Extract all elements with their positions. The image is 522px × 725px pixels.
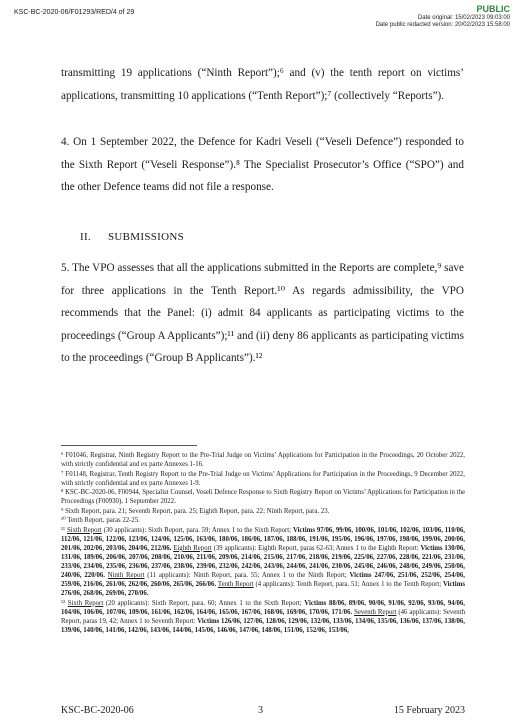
footnote-text: (4 applicants): Tenth Report, para. 51; Annex 1 to the Tenth Report; [253,581,443,589]
classification-label: PUBLIC [476,4,510,14]
report-name: Sixth Report [67,599,104,607]
header-stamp [376,4,510,29]
footnote-12 [61,599,465,635]
footnote-10: ¹⁰ Tenth Report, paras 22-25. [61,517,140,525]
document-reference: KSC-BC-2020-06/F01293/RED/4 of 29 [14,9,135,16]
report-name: Tenth Report [217,581,254,589]
paragraph-text: 5. The VPO assesses that all the applications submitted in the Reports are complete,⁹ save for three applications in the Tenth Report.¹⁰ As regards admissibility, the VPO recommends that the Panel: (i) admit 84 applicants as participating victims to the proceedings (“Group A Applicants”);¹¹ and (ii) deny 86 applicants as participating victims to the proceedings (“Group B Applicants”).¹² [61,262,464,364]
footnote-text: (46 applicants): Seventh Report, paras 19, 42; Annex 1 to Seventh Report: [61,608,465,626]
footnotes [61,451,465,636]
footnote-6: ⁶ F01046, Registrar, Ninth Registry Report to the Pre-Trial Judge on Victims’ Applications for Participation in the Proceedings, 20 October 2022, with strictly confidential and ex parte Annexes 1-16. [61,452,465,469]
paragraph-4 [61,131,464,199]
section-number: II. [80,231,91,243]
victim-list: Victims 88/06, 89/06, 90/06, 91/06, 92/06, 93/06, 94/06, 104/06, 106/06, 107/06, 109/06, 161/06, 162/06, 164/06, 165/06, 167/06, 168/06, 169/06, 170/06, 171/06. [61,599,466,616]
footnote-text: (39 applicants): Eighth Report, paras 62-63; Annex 1 to the Eighth Report: [211,544,421,552]
footnote-text: (20 applicants): Sixth Report, para. 60; Annex 1 to the Sixth Report; [103,599,305,607]
footnote-number: ¹¹ [61,526,67,534]
date-redacted: Date public redacted version: 20/02/2023 15:58:00 [375,22,510,28]
paragraph-text: transmitting 19 applications (“Ninth Report”);⁶ and (v) the tenth report on victims’ applications, transmitting 10 applications (“Tenth Report”);⁷ (collectively “Reports”). [61,67,464,102]
footnote-text: (11 applicants): Ninth Report, para. 55; Annex 1 to the Ninth Report; [144,572,350,580]
footnote-text: (30 applicants): Sixth Report, para. 59; Annex 1 to the Sixth Report; [101,526,293,534]
victim-list: Victims 97/06, 99/06, 100/06, 101/06, 102/06, 103/06, 110/06, 112/06, 121/06, 122/06, 123/06, 124/06, 125/06, 163/06, 180/06, 186/06, 187/06, 188/06, 191/06, 195/06, 196/06, 197/06, 198/06, 199/06, 200/06, 201/06, 202/06, 203/06, 204/06, 212/06. [61,526,465,552]
page-number: 3 [258,705,263,716]
paragraph-5 [61,257,464,370]
footer-case-number: KSC-BC-2020-06 [61,705,134,716]
date-original: Date original: 15/02/2023 09:03:00 [417,15,510,21]
section-heading [80,231,184,243]
footer-date: 15 February 2023 [393,705,465,716]
victim-list: Victims 130/06, 131/06, 189/06, 206/06, 207/06, 208/06, 210/06, 211/06, 209/06, 214/06, 215/06, 217/06, 218/06, 219/06, 225/06, 227/06, 228/06, 221/06, 231/06, 233/06, 234/06, 235/06, 236/06, 237/06, 238/06, 239/06, 232/06, 242/06, 243/06, 244/06, 241/06, 230/06, 245/06, 246/06, 248/06, 249/06, 250/06, 240/06, 220/06. [61,544,465,580]
footnote-11 [61,526,465,599]
victim-list: Victims 276/06, 268/06, 269/06, 270/06. [61,581,466,598]
report-name: Seventh Report [354,608,397,616]
footnote-9: ⁹ Sixth Report, para. 21; Seventh Report, para. 25; Eighth Report, para. 22; Ninth Report, para. 23. [61,507,330,515]
report-name: Ninth Report [107,572,145,580]
footnote-7: ⁷ F01148, Registrar, Tenth Registry Report to the Pre-Trial Judge on Victims’ Applications for Participation in the Proceedings, 9 December 2022, with strictly confidential and ex parte Annexes 1-9. [61,470,465,487]
victim-list: Victims 247/06, 251/06, 252/06, 254/06, 259/06, 216/06, 261/06, 262/06, 260/06, 265/06, 266/06. [61,572,465,589]
footnote-8: ⁸ KSC-BC-2020-06, F00944, Specialist Counsel, Veseli Defence Response to Sixth Registry Report on Victims’ Applications for Participation in the Proceedings (F00930), 1 September 2022. [61,489,465,506]
report-name: Eighth Report [173,544,212,552]
report-name: Sixth Report [66,526,102,534]
paragraph-text: 4. On 1 September 2022, the Defence for Kadri Veseli (“Veseli Defence”) responded to the Sixth Report (“Veseli Response”).⁸ The Specialist Prosecutor’s Office (“SPO”) and the other Defence teams did not file a response. [61,136,464,193]
paragraph-continuation [61,62,464,107]
footnote-separator [61,445,197,446]
footnote-number: ¹² [61,599,68,607]
victim-list: Victims 126/06, 127/06, 128/06, 129/06, 132/06, 133/06, 134/06, 135/06, 136/06, 137/06, 138/06, 139/06, 140/06, 141/06, 142/06, 143/06, 144/06, 145/06, 146/06, 147/06, 148/06, 151/06, 152/06, 153/06, [61,618,465,635]
section-title: SUBMISSIONS [108,231,185,243]
